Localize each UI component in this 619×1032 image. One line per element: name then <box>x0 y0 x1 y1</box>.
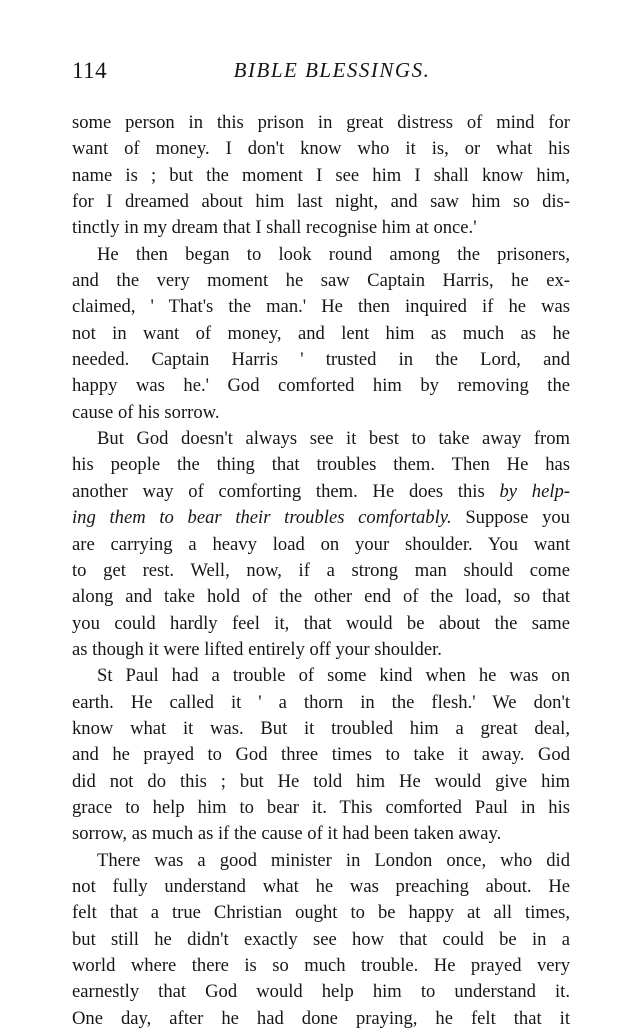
text-line: He then began to look round among the prisoners, <box>97 243 570 265</box>
text-line: you could hardly feel it, that would be about the same <box>72 612 570 634</box>
text-line: St Paul had a trouble of some kind when he was on <box>97 665 570 687</box>
running-title: BIBLE BLESSINGS. <box>233 58 431 82</box>
text-line: are carrying a heavy load on your shoulder. You want <box>72 533 570 555</box>
text-line: earth. He called it ' a thorn in the flesh.' We don't <box>72 691 570 713</box>
text-line: world where there is so much trouble. He prayed very <box>72 955 570 976</box>
text-line: did not do this ; but He told him He would give him <box>72 770 570 792</box>
text-line: some person in this prison in great distress of mind for <box>72 112 570 133</box>
text-line: needed. Captain Harris ' trusted in the Lord, and <box>72 349 570 371</box>
text-line: not fully understand what he was preaching about. He <box>72 875 570 897</box>
text-line: know what it was. But it troubled him a great deal, <box>72 717 570 739</box>
text-line: but still he didn't exactly see how that could be in a <box>72 928 570 950</box>
text-line: his people the thing that troubles them. Then He has <box>72 454 570 476</box>
text-line: claimed, ' That's the man.' He then inquired if he was <box>72 296 570 318</box>
text-line: sorrow, as much as if the cause of it had been taken away. <box>72 823 502 845</box>
text-line: for I dreamed about him last night, and saw him so dis- <box>72 191 570 213</box>
text-line: along and take hold of the other end of the load, so that <box>72 586 570 608</box>
text-line: felt that a true Christian ought to be happy at all times, <box>72 902 570 924</box>
text-line: grace to help him to bear it. This comforted Paul in his <box>72 796 570 818</box>
text-line: want of money. I don't know who it is, or what his <box>72 138 570 160</box>
body-text <box>72 110 570 1032</box>
text-line: and he prayed to God three times to take it away. God <box>72 744 570 766</box>
text-line: and the very moment he saw Captain Harris, he ex- <box>72 270 570 292</box>
text-line: to get rest. Well, now, if a strong man should come <box>72 559 570 581</box>
text-line: not in want of money, and lent him as much as he <box>72 322 570 344</box>
text-line: tinctly in my dream that I shall recognise him at once.' <box>72 217 477 239</box>
text-line: as though it were lifted entirely off your shoulder. <box>72 638 442 660</box>
text-line: another way of comforting them. He does this by help- <box>72 480 570 502</box>
text-line: cause of his sorrow. <box>72 401 220 423</box>
text-line: name is ; but the moment I see him I shall know him, <box>72 164 570 186</box>
text-line: ing them to bear their troubles comfortably. Suppose you <box>72 507 570 529</box>
page-number: 114 <box>72 58 108 83</box>
text-line: earnestly that God would help him to understand it. <box>72 981 570 1003</box>
page-header <box>72 58 572 88</box>
text-line: There was a good minister in London once, who did <box>97 849 570 871</box>
text-line: happy was he.' God comforted him by removing the <box>72 375 570 397</box>
text-line: But God doesn't always see it best to take away from <box>97 428 570 450</box>
text-line: One day, after he had done praying, he felt that it <box>72 1007 570 1029</box>
